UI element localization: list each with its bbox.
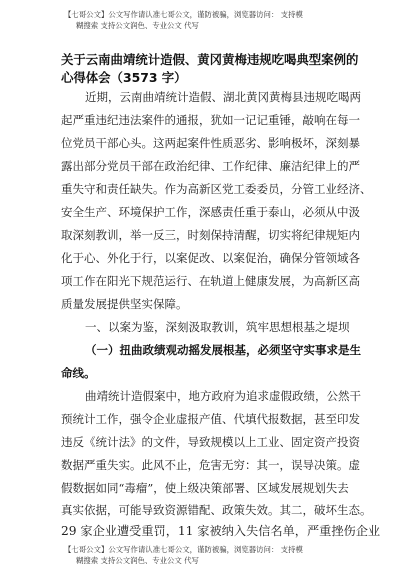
paragraph-line: 数据严重失实。此风不止，危害无穷：其一，误导决策。虚 [61, 458, 360, 472]
section-heading: 一、以案为鉴，深刻汲取教训，筑牢思想根基之堤坝 [85, 320, 350, 334]
paragraph-line: 质量发展提供坚实保障。 [61, 297, 188, 311]
paragraph-line: 曲靖统计造假案中，地方政府为追求虚假政绩，公然干 [85, 389, 361, 403]
paragraph-line: 假数据如同“毒瘤”，使上级决策部署、区域发展规划失去 [61, 481, 349, 495]
paragraph-line: 29 家企业遭受重罚，11 家被纳入失信名单，严重挫伤企业 [61, 524, 381, 538]
paragraph-line: 预统计工作，强令企业虚报产值、代填代报数据，甚至印发 [61, 412, 360, 426]
header-banner-line: 【七哥公文】公文写作请认准七哥公文，谨防被骗，浏览器访问： 支持模 [64, 10, 303, 19]
subsection-heading: 命线。 [61, 366, 96, 380]
paragraph-line: 起严重违纪违法案件的通报，犹如一记记重锤，敲响在每一 [61, 113, 360, 127]
title-line: 关于云南曲靖统计造假、黄冈黄梅违规吃喝典型案例的 [61, 52, 359, 67]
paragraph-line: 近期，云南曲靖统计造假、湖北黄冈黄梅县违规吃喝两 [85, 90, 361, 104]
paragraph-line: 真实依据，可能导致资源错配、政策失效。其二，破坏生态。 [61, 503, 372, 517]
header-watermark-banner [64, 9, 354, 31]
paragraph-line: 重失守和责任缺失。作为高新区党工委委员，分管工业经济、 [61, 182, 372, 196]
footer-banner-line: 【七哥公文】公文写作请认准七哥公文，谨防被骗，浏览器访问： 支持模 [64, 545, 303, 554]
header-banner-line: 糊搜索 支持公文润色、专业公文 代写 [76, 21, 199, 30]
paragraph-line: 化于心、外化于行，以案促改、以案促治，确保分管领域各 [61, 251, 360, 265]
paragraph-line: 项工作在阳光下规范运行、在轨道上健康发展，为高新区高 [61, 274, 360, 288]
subsection-heading: （一）扭曲政绩观动摇发展根基，必须坚守实事求是生 [85, 343, 361, 357]
paragraph-line: 位党员干部心头。这两起案件性质恶劣、影响极坏，深刻暴 [61, 136, 360, 150]
paragraph-line: 安全生产、环境保护工作，深感责任重于泰山，必须从中汲 [61, 205, 360, 219]
paragraph-line: 取深刻教训，举一反三，时刻保持清醒，切实将纪律规矩内 [61, 228, 360, 242]
footer-banner-line: 糊搜索 支持公文润色、专业公文 代写 [76, 556, 199, 565]
document-title [61, 51, 361, 87]
paragraph-line: 违反《统计法》的文件，导致规模以上工业、固定资产投资 [61, 435, 360, 449]
title-line: 心得体会（3573 字） [61, 70, 187, 85]
paragraph-line: 露出部分党员干部在政治纪律、工作纪律、廉洁纪律上的严 [61, 159, 360, 173]
footer-watermark-banner [64, 544, 354, 566]
